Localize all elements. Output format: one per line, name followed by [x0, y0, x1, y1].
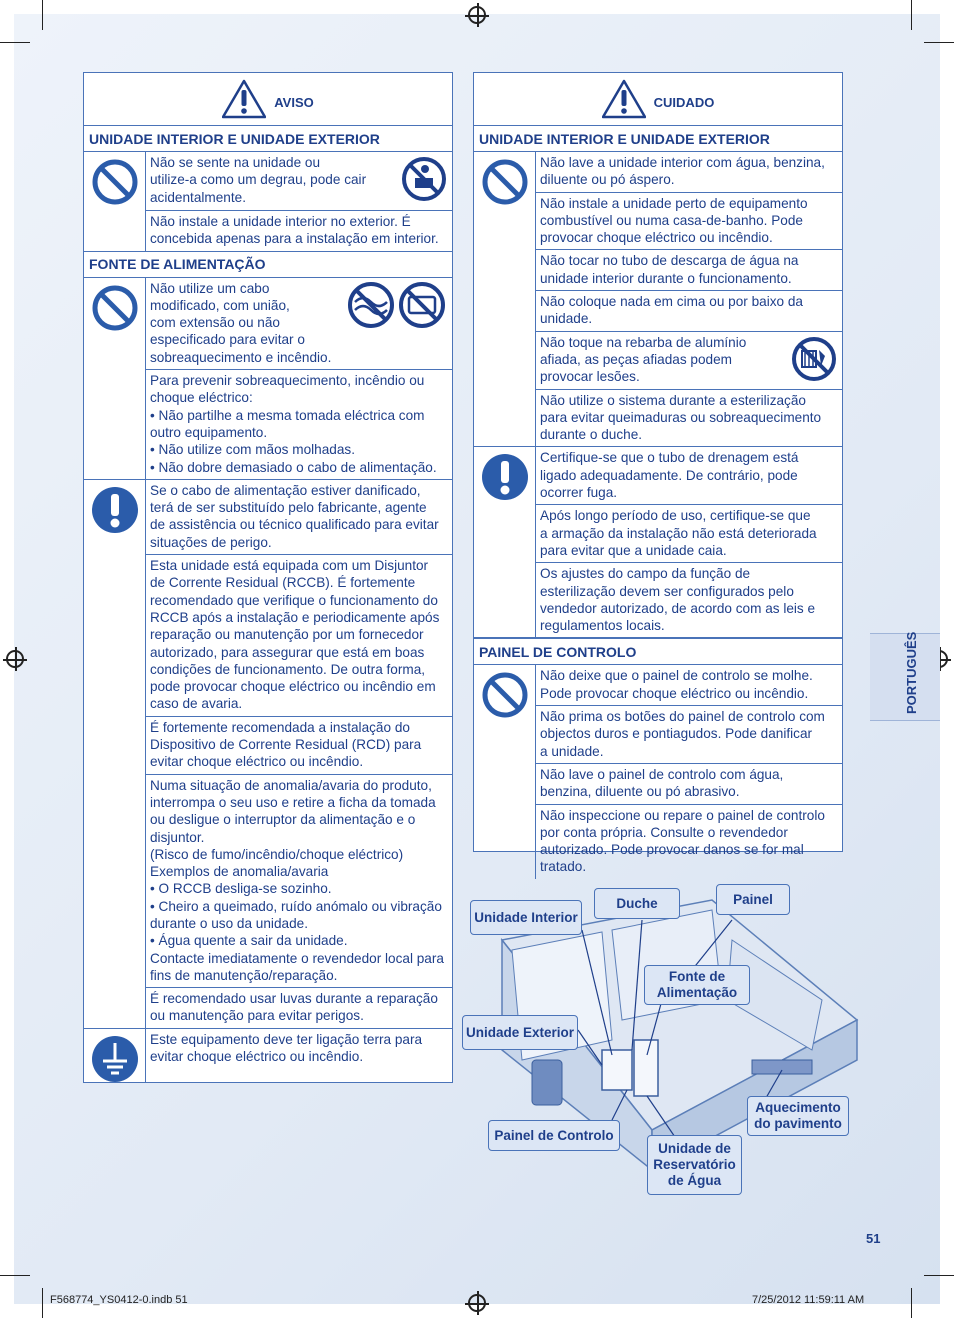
label-water-tank-unit: Unidade de Reservatório de Água	[647, 1135, 742, 1195]
list-item	[536, 665, 842, 706]
mandatory-icon	[481, 453, 529, 501]
crop-mark	[911, 1288, 912, 1318]
language-tab	[870, 633, 940, 721]
crop-mark	[0, 1275, 30, 1276]
item-text: Não toque na rebarba de alumínio afiada, as peças afiadas podem provocar lesões.	[540, 334, 747, 385]
label-shower: Duche	[594, 888, 680, 919]
list-item	[146, 152, 452, 211]
warning-block	[84, 480, 452, 1029]
item-text: Não utilize um cabo modificado, com união, com extensão ou não especificado para evitar o sobreaquecimento e incêndio.	[150, 280, 332, 365]
list-item	[146, 278, 452, 370]
earth-ground-icon	[91, 1035, 139, 1083]
warning-column	[83, 72, 453, 1083]
item-text: Este equipamento deve ter ligação terra para evitar choque eléctrico ou incêndio.	[150, 1031, 423, 1065]
footer-file-name: F568774_YS0412-0.indb 51	[50, 1294, 188, 1306]
registration-mark-icon	[468, 6, 486, 24]
warning-block	[84, 152, 452, 252]
item-text: Para prevenir sobreaquecimento, incêndio ou choque eléctrico: • Não partilhe a mesma tomada eléctrica com outro equipamento. • Não utilize com mãos molhadas. • Não dobre demasiado o cabo de alimentação.	[150, 373, 437, 475]
outdoor-unit-shape	[602, 1050, 632, 1090]
item-text: Não lave o painel de controlo com água, benzina, diluente ou pó abrasivo.	[540, 766, 784, 800]
caution-header-label: CUIDADO	[653, 94, 715, 110]
caution-block	[474, 447, 842, 638]
item-text: Numa situação de anomalia/avaria do produto, interrompa o seu uso e retire a ficha da tomada ou desligue o interruptor da alimentação e o disjuntor. (Risco de fumo/incêndio/choque eléctrico) Exemplos de anomalia/avaria • O RCCB desliga-se sozinho. • Cheiro a queimado, ruído anómalo ou vibração durante o uso da unidade. • Água quente a sair da unidade. Contacte imediatamente o revendedor local para fins de manutenção/reparação.	[150, 777, 444, 983]
crop-mark	[924, 1275, 954, 1276]
label-panel: Painel	[716, 884, 790, 915]
registration-mark-icon	[468, 1294, 486, 1312]
crop-mark	[0, 42, 30, 43]
prohibition-icon	[91, 284, 139, 332]
list-item	[536, 250, 842, 291]
footer-timestamp: 7/25/2012 11:59:11 AM	[752, 1294, 865, 1306]
list-item	[146, 211, 452, 251]
label-control-panel: Painel de Controlo	[488, 1120, 620, 1151]
prohibition-icon	[481, 158, 529, 206]
item-text: Após longo período de uso, certifique-se que a armação da instalação não está deteriorada para evitar que a unidade caia.	[540, 508, 817, 558]
mandatory-icon	[91, 486, 139, 534]
list-item	[536, 390, 842, 447]
item-text: Não inspeccione ou repare o painel de controlo por conta própria. Consulte o revendedor autorizado. Pode provocar danos se for mal tratado.	[540, 807, 825, 875]
warning-block	[84, 1029, 452, 1083]
water-tank-shape	[634, 1040, 658, 1096]
outdoor-fan-shape	[532, 1060, 562, 1105]
item-text: Não prima os botões do painel de controlo com objectos duros e pontiagudos. Pode danificar a unidade.	[540, 709, 825, 759]
item-text: Se o cabo de alimentação estiver danificado, terá de ser substituído pelo fabricante, agente de assistência ou técnico qualificado para evitar situações de perigo.	[150, 482, 439, 550]
warning-block	[84, 278, 452, 480]
item-text: Não lave a unidade interior com água, benzina, diluente ou pó áspero.	[540, 155, 825, 188]
label-outdoor-unit: Unidade Exterior	[462, 1015, 578, 1050]
item-text: É recomendado usar luvas durante a reparação ou manutenção para evitar perigos.	[150, 991, 438, 1024]
crop-mark	[924, 42, 954, 43]
list-item	[146, 717, 452, 775]
warning-header-label: AVISO	[274, 94, 314, 110]
section-indoor-outdoor: UNIDADE INTERIOR E UNIDADE EXTERIOR	[474, 126, 842, 152]
warning-header	[84, 73, 452, 126]
list-item	[146, 1029, 452, 1069]
label-floor-heating: Aquecimento do pavimento	[747, 1096, 849, 1136]
crop-mark	[42, 0, 43, 30]
section-indoor-outdoor: UNIDADE INTERIOR E UNIDADE EXTERIOR	[84, 126, 452, 152]
crop-mark	[911, 0, 912, 30]
list-item	[536, 332, 842, 390]
page-number: 51	[866, 1231, 881, 1246]
prohibition-icon	[91, 158, 139, 206]
caution-header	[474, 73, 842, 126]
list-item	[146, 775, 452, 989]
list-item	[536, 706, 842, 764]
list-item	[146, 370, 452, 479]
list-item	[536, 291, 842, 332]
item-text: Não utilize o sistema durante a esterilização para evitar queimaduras ou sobreaquecimento durante o duche.	[540, 392, 822, 443]
no-touch-fin-icon	[791, 336, 837, 382]
registration-mark-icon	[6, 650, 24, 668]
list-item	[146, 988, 452, 1028]
list-item	[536, 193, 842, 251]
item-text: Não instale a unidade interior no exterior. É concebida apenas para a instalação em interior.	[150, 214, 439, 247]
prohibition-icon	[481, 671, 529, 719]
warning-triangle-icon	[222, 79, 266, 119]
item-text: Os ajustes do campo da função de esterilização devem ser configurados pelo vendedor autorizado, de acordo com as leis e regulamentos locais.	[540, 566, 816, 634]
list-item	[536, 505, 842, 563]
section-power-supply: FONTE DE ALIMENTAÇÃO	[84, 252, 452, 278]
item-text: Esta unidade está equipada com um Disjuntor de Corrente Residual (RCCB). É fortemente recomendado que verifique o funcionamento do RCCB após a instalação e periodicamente após reparação ou manutenção por um fornecedor autorizado, para assegurar que está em boas condições de funcionamento. De outra forma, pode provocar choque eléctrico ou incêndio em caso de avaria.	[150, 558, 440, 712]
item-text: Não coloque nada em cima ou por baixo da unidade.	[540, 294, 803, 327]
item-text: É fortemente recomendada a instalação do Dispositivo de Corrente Residual (RCD) para evitar choque eléctrico ou incêndio.	[150, 719, 422, 770]
item-text: Não se sente na unidade ou utilize-a como um degrau, pode cair acidentalmente.	[150, 155, 367, 205]
list-item	[146, 555, 452, 717]
list-item	[536, 152, 842, 193]
section-control-panel: PAINEL DE CONTROLO	[474, 638, 842, 665]
list-item	[536, 764, 842, 805]
item-text: Não deixe que o painel de controlo se molhe. Pode provocar choque eléctrico ou incêndio.	[540, 668, 813, 701]
caution-triangle-icon	[602, 79, 646, 119]
caution-block	[474, 152, 842, 447]
item-text: Não instale a unidade perto de equipamento combustível ou numa casa-de-banho. Pode provocar choque eléctrico ou incêndio.	[540, 195, 808, 246]
label-power-supply: Fonte de Alimentação	[644, 965, 750, 1005]
caution-column	[473, 72, 843, 875]
no-stepping-icon	[401, 156, 447, 202]
list-item	[146, 480, 452, 555]
crop-mark	[42, 1288, 43, 1318]
floor-heating-shape	[752, 1060, 812, 1074]
no-modified-cable-icon	[347, 280, 447, 330]
list-item	[536, 447, 842, 505]
list-item	[536, 563, 842, 637]
list-item	[536, 805, 842, 879]
item-text: Não tocar no tubo de descarga de água na unidade interior durante o funcionamento.	[540, 253, 799, 286]
label-indoor-unit: Unidade Interior	[470, 900, 582, 935]
caution-block	[474, 665, 842, 878]
item-text: Certifique-se que o tubo de drenagem está ligado adequadamente. De contrário, pode ocorrer fuga.	[540, 450, 799, 501]
language-tab-label: PORTUGUÊS	[904, 631, 919, 714]
